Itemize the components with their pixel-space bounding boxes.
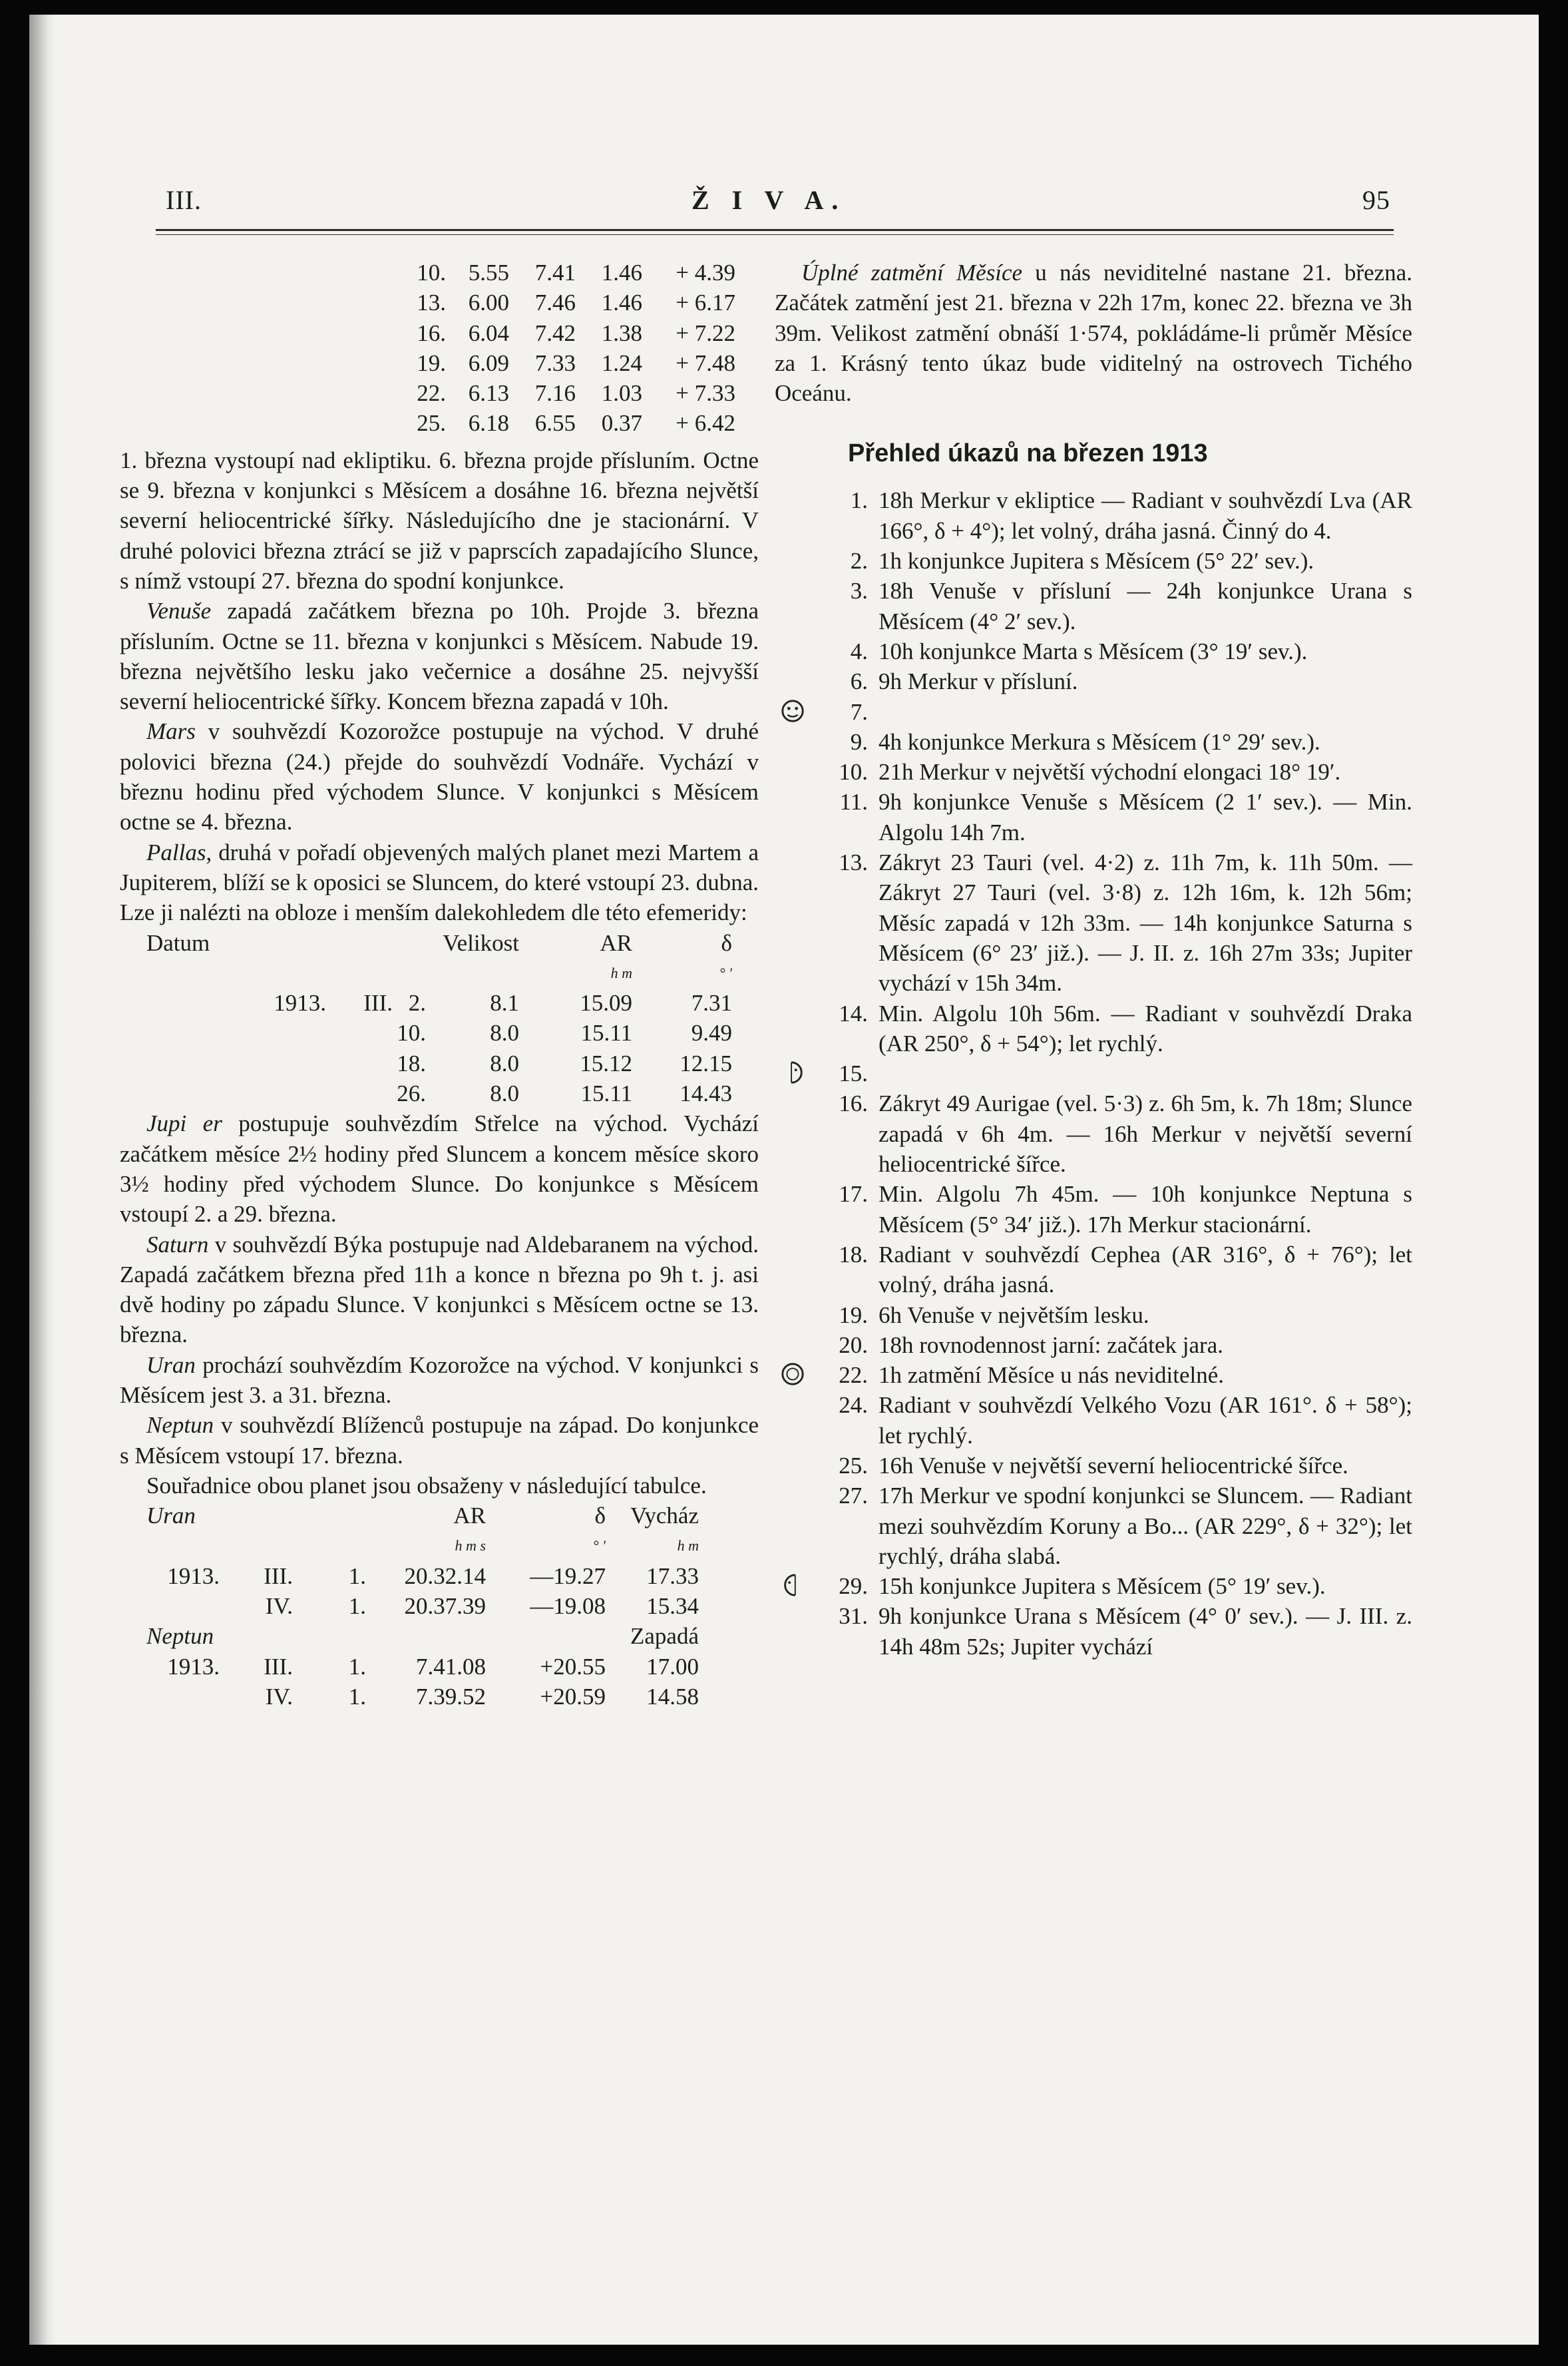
day-cell: 1. xyxy=(348,1593,366,1620)
event-day: 18. xyxy=(839,1241,868,1268)
ar-cell: 15.11 xyxy=(580,1020,632,1047)
list-item xyxy=(775,1059,1412,1088)
date-cell: 16. xyxy=(417,320,446,346)
event-text: 9h konjunkce Urana s Měsícem (4° 0′ sev.). — J. III. z. 14h 48m 52s; Jupiter vychází xyxy=(879,1603,1412,1660)
year-cell: 1913. xyxy=(167,1562,220,1589)
event-text: 21h Merkur v největší východní elongaci 18° 19′. xyxy=(879,759,1341,786)
event-text: Min. Algolu 10h 56m. — Radiant v souhvězdí Draka (AR 250°, δ + 54°); let rychlý. xyxy=(879,1000,1412,1057)
dec-cell: 12.15 xyxy=(680,1050,732,1076)
value-cell: + 7.48 xyxy=(676,350,735,376)
event-day: 29. xyxy=(839,1573,868,1600)
header-rule-thin xyxy=(156,234,1394,235)
table-row xyxy=(146,1018,732,1048)
saturn-paragraph: Saturn v souhvězdí Býka postupuje nad Aldebaranem na východ. Zapadá začátkem března před 11h a konce n března po 9h t. j. asi dvě hodiny po západu Slunce. V konjunkci s Měsícem octne se 13. března. xyxy=(120,1231,759,1348)
events-list xyxy=(775,485,1412,1662)
event-text: 17h Merkur ve spodní konjunkci se Sluncem. — Radiant mezi souhvězdím Koruny a Bo... (AR 229°, δ + 32°); let rychlý, dráha slabá. xyxy=(879,1483,1412,1569)
list-item xyxy=(775,757,1412,787)
merkur-ephemeris-table xyxy=(399,258,735,439)
day-cell: 18. xyxy=(397,1050,426,1076)
ar-cell: 15.09 xyxy=(580,990,632,1017)
month-cell xyxy=(326,1078,393,1108)
magnitude-cell: 8.0 xyxy=(490,1080,519,1107)
page xyxy=(29,15,1539,2345)
uran-label: Uran xyxy=(146,1503,196,1529)
event-day: 15. xyxy=(839,1061,868,1087)
event-text: 18h rovnodennost jarní: začátek jara. xyxy=(879,1331,1223,1358)
list-item xyxy=(775,1179,1412,1240)
event-text: Radiant v souhvězdí Cephea (AR 316°, δ + 76°); let volný, dráha jasná. xyxy=(879,1241,1412,1298)
year-cell xyxy=(146,1682,220,1712)
date-cell: 25. xyxy=(417,410,446,437)
table-row xyxy=(146,1591,699,1621)
mars-paragraph: Mars v souhvězdí Kozorožce postupuje na východ. V druhé polovici března (24.) přejde do souhvězdí Vodnáře. Vychází v březnu hodinu před východem Slunce. V konjunkci s Měsícem octne se 4. března. xyxy=(120,718,759,835)
value-cell: 1.46 xyxy=(601,290,642,316)
event-day: 20. xyxy=(839,1331,868,1358)
event-day: 3. xyxy=(850,578,868,604)
event-text: 6h Venuše v největším lesku. xyxy=(879,1301,1149,1328)
value-cell: 6.09 xyxy=(468,350,509,376)
event-text xyxy=(879,699,884,725)
table-row xyxy=(146,988,732,1018)
event-text: 18h Venuše v přísluní — 24h konjunkce Urana s Měsícem (4° 2′ sev.). xyxy=(879,578,1412,634)
list-item xyxy=(775,1571,1412,1601)
list-item xyxy=(775,485,1412,546)
unit-dec: ° ′ xyxy=(592,1537,606,1554)
list-item xyxy=(775,666,1412,696)
unit-ar: h m xyxy=(610,964,632,981)
event-text: 1h konjunkce Jupitera s Měsícem (5° 22′ sev.). xyxy=(879,548,1314,575)
venuse-paragraph: Venuše zapadá začátkem března po 10h. Projde 3. března přísluním. Octne se 11. března v konjunkci s Měsícem. Nabude 19. března největšího lesku jako večernice a dosáhne 25. nejvyšší severní heliocentrické šířky. Koncem března zapadá v 10h. xyxy=(120,598,759,715)
month-cell: III. xyxy=(363,990,393,1017)
uran-paragraph: Uran prochází souhvězdím Kozorožce na východ. V konjunkci s Měsícem jest 3. a 31. března. xyxy=(120,1351,759,1408)
event-text: 15h konjunkce Jupitera s Měsícem (5° 19′ sev.). xyxy=(879,1573,1326,1600)
event-day: 1. xyxy=(850,487,868,514)
event-text: Radiant v souhvězdí Velkého Vozu (AR 161°. δ + 58°); let rychlý. xyxy=(879,1392,1412,1449)
value-cell: 7.46 xyxy=(534,290,576,316)
ar-cell: 15.11 xyxy=(580,1080,632,1107)
value-cell: 7.42 xyxy=(534,320,576,346)
year-cell xyxy=(146,1049,326,1078)
year-cell: 1913. xyxy=(274,990,326,1017)
dec-cell: +20.59 xyxy=(540,1683,606,1710)
event-text: 18h Merkur v ekliptice — Radiant v souhvězdí Lva (AR 166°, δ + 4°); let volný, dráha jasná. Činný do 4. xyxy=(879,487,1412,544)
list-item xyxy=(775,1481,1412,1571)
event-day: 4. xyxy=(850,638,868,664)
dec-cell: —19.08 xyxy=(530,1593,606,1620)
list-item xyxy=(775,1330,1412,1360)
month-cell xyxy=(326,1049,393,1078)
table-row xyxy=(146,1561,699,1591)
month-cell: IV. xyxy=(265,1683,293,1710)
ar-cell: 15.12 xyxy=(580,1050,632,1076)
ar-cell: 7.39.52 xyxy=(416,1683,486,1710)
col-dec: δ xyxy=(594,1503,606,1529)
value-cell: 0.37 xyxy=(601,410,642,437)
event-text: Zákryt 49 Aurigae (vel. 5·3) z. 6h 5m, k. 7h 18m; Slunce zapadá v 6h 4m. — 16h Merkur v největší severní heliocentrické šířce. xyxy=(879,1090,1412,1178)
month-cell: III. xyxy=(264,1562,293,1589)
list-item xyxy=(775,1451,1412,1481)
value-cell: 6.00 xyxy=(468,290,509,316)
left-column xyxy=(120,258,759,1712)
event-day: 11. xyxy=(839,789,868,816)
col-vychazi: Vycház xyxy=(630,1503,699,1529)
section-number: III. xyxy=(166,185,202,215)
date-cell: 10. xyxy=(417,260,446,286)
col-dec: δ xyxy=(721,929,732,956)
magnitude-cell: 8.0 xyxy=(490,1020,519,1047)
eclipse-paragraph: Úplné zatmění Měsíce u nás neviditelné nastane 21. března. Začátek zatmění jest 21. března v 22h 17m, konec 22. března ve 3h 39m. Velikost zatmění obnáší 1·574, pokládáme-li průměr Měsíce za 1. Krásný tento úkaz bude viditelný na ostrovech Tichého Oceánu. xyxy=(775,260,1412,407)
page-number: 95 xyxy=(1362,185,1390,215)
list-item xyxy=(775,697,1412,727)
value-cell: + 4.39 xyxy=(676,260,735,286)
month-cell: III. xyxy=(264,1653,293,1680)
dec-cell: —19.27 xyxy=(530,1562,606,1589)
dec-cell: 7.31 xyxy=(691,990,732,1017)
event-text: 16h Venuše v největší severní heliocentrické šířce. xyxy=(879,1452,1348,1479)
list-item xyxy=(775,636,1412,666)
table-row xyxy=(399,288,735,318)
date-cell: 13. xyxy=(417,290,446,316)
pallas-paragraph: Pallas, druhá v pořadí objevených malých planet mezi Martem a Jupiterem, blíží se k oposici se Sluncem, do které vstoupí 23. dubna. Lze ji nalézti na obloze i menším dalekohledem dle této efemeridy: xyxy=(120,839,759,926)
list-item xyxy=(775,1390,1412,1451)
event-text: Min. Algolu 7h 45m. — 10h konjunkce Neptuna s Měsícem (5° 34′ již.). 17h Merkur stacionární. xyxy=(879,1181,1412,1238)
pallas-ephemeris-table xyxy=(146,928,732,1109)
event-day: 17. xyxy=(839,1181,868,1208)
value-cell: 6.04 xyxy=(468,320,509,346)
journal-title: Ž I V A. xyxy=(691,185,847,215)
col-ar: AR xyxy=(600,929,632,956)
right-column xyxy=(775,258,1412,1662)
list-item xyxy=(775,1300,1412,1330)
date-cell: 19. xyxy=(417,350,446,376)
value-cell: 6.18 xyxy=(468,410,509,437)
ar-cell: 20.32.14 xyxy=(404,1562,486,1589)
value-cell: 6.55 xyxy=(534,410,576,437)
day-cell: 10. xyxy=(397,1020,426,1047)
uran-neptun-table xyxy=(146,1501,699,1712)
value-cell: 1.46 xyxy=(601,260,642,286)
list-item xyxy=(775,1088,1412,1179)
dec-cell: 9.49 xyxy=(691,1020,732,1047)
event-text xyxy=(879,1061,884,1086)
day-cell: 26. xyxy=(397,1080,426,1107)
event-text: 10h konjunkce Marta s Měsícem (3° 19′ sev.). xyxy=(879,638,1308,664)
value-cell: 1.03 xyxy=(601,380,642,407)
event-text: 1h zatmění Měsíce u nás neviditelné. xyxy=(879,1362,1225,1389)
year-cell xyxy=(146,1018,326,1048)
table-row xyxy=(399,348,735,378)
value-cell: 1.38 xyxy=(601,320,642,346)
event-text: 4h konjunkce Merkura s Měsícem (1° 29′ sev.). xyxy=(879,728,1320,755)
value-cell: 1.24 xyxy=(601,350,642,376)
event-day: 31. xyxy=(839,1603,868,1630)
list-item xyxy=(775,847,1412,998)
table-row xyxy=(399,258,735,288)
time-cell: 15.34 xyxy=(646,1593,699,1620)
list-item xyxy=(775,546,1412,576)
year-cell xyxy=(146,1078,326,1108)
magnitude-cell: 8.1 xyxy=(490,990,519,1017)
event-day: 19. xyxy=(839,1301,868,1328)
day-cell: 1. xyxy=(348,1653,366,1680)
col-datum: Datum xyxy=(146,929,210,956)
value-cell: + 6.42 xyxy=(676,410,735,437)
neptun-label: Neptun xyxy=(146,1623,214,1650)
list-item xyxy=(775,999,1412,1059)
event-day: 22. xyxy=(839,1362,868,1389)
value-cell: + 7.22 xyxy=(676,320,735,346)
date-cell: 22. xyxy=(417,380,446,407)
list-item xyxy=(775,727,1412,757)
table-row xyxy=(399,378,735,408)
dec-cell: +20.55 xyxy=(540,1653,606,1680)
event-day: 16. xyxy=(839,1090,868,1117)
list-item xyxy=(775,1360,1412,1390)
value-cell: 6.13 xyxy=(468,380,509,407)
col-zapada: Zapadá xyxy=(630,1623,699,1650)
dec-cell: 14.43 xyxy=(680,1080,732,1107)
value-cell: + 6.17 xyxy=(676,290,735,316)
table-row xyxy=(146,1652,699,1682)
event-text: 9h konjunkce Venuše s Měsícem (2 1′ sev.). — Min. Algolu 14h 7m. xyxy=(879,789,1412,845)
col-velikost: Velikost xyxy=(443,929,519,956)
header-rule xyxy=(156,229,1394,231)
year-cell xyxy=(146,1591,220,1621)
running-header xyxy=(166,184,1390,224)
souradnice-paragraph: Souřadnice obou planet jsou obsaženy v následující tabulce. xyxy=(146,1472,707,1499)
value-cell: 7.16 xyxy=(534,380,576,407)
value-cell: 7.33 xyxy=(534,350,576,376)
time-cell: 17.00 xyxy=(646,1653,699,1680)
event-day: 9. xyxy=(850,728,868,755)
table-row xyxy=(146,1078,732,1108)
event-day: 6. xyxy=(850,668,868,695)
col-ar: AR xyxy=(453,1503,486,1529)
list-item xyxy=(775,576,1412,636)
neptun-paragraph: Neptun v souhvězdí Blíženců postupuje na západ. Do konjunkce s Měsícem vstoupí 17. března. xyxy=(120,1412,759,1469)
merkur-paragraph: 1. března vystoupí nad ekliptiku. 6. března projde přísluním. Octne se 9. března v konjunkci s Měsícem a dosáhne 16. března největší severní heliocentrické šířky. Následujícího dne je stacionární. V druhé polovici března ztrácí se již v paprscích zapadajícího Slunce, s nímž vstoupí 27. března do spodní konjunkce. xyxy=(120,447,759,594)
unit-ar: h m s xyxy=(455,1537,486,1554)
day-cell: 1. xyxy=(348,1562,366,1589)
jupiter-paragraph: Jupi er postupuje souhvězdím Střelce na východ. Vychází začátkem měsíce 2½ hodiny před Sluncem a koncem měsíce skoro 3½ hodiny před východem Slunce. Do konjunkce s Měsícem vstoupí 2. a 29. března. xyxy=(120,1110,759,1228)
unit-time: h m xyxy=(677,1537,699,1554)
ar-cell: 7.41.08 xyxy=(416,1653,486,1680)
event-text: 9h Merkur v přísluní. xyxy=(879,668,1078,695)
event-day: 27. xyxy=(839,1483,868,1509)
list-item xyxy=(775,1240,1412,1300)
day-cell: 2. xyxy=(408,990,426,1017)
list-item xyxy=(775,787,1412,847)
value-cell: 7.41 xyxy=(534,260,576,286)
event-day: 13. xyxy=(839,849,868,876)
month-cell: IV. xyxy=(265,1593,293,1620)
event-day: 24. xyxy=(839,1392,868,1419)
value-cell: 5.55 xyxy=(468,260,509,286)
time-cell: 14.58 xyxy=(646,1683,699,1710)
event-day: 25. xyxy=(839,1452,868,1479)
unit-dec: ° ′ xyxy=(719,964,732,981)
table-row xyxy=(399,408,735,438)
year-cell: 1913. xyxy=(167,1653,220,1680)
ar-cell: 20.37.39 xyxy=(404,1593,486,1620)
day-cell: 1. xyxy=(348,1683,366,1710)
section-title: Přehled úkazů na březen 1913 xyxy=(848,439,1208,468)
table-row xyxy=(146,1682,699,1712)
table-row xyxy=(399,318,735,348)
magnitude-cell: 8.0 xyxy=(490,1050,519,1076)
book-spine-shadow xyxy=(29,15,56,2345)
event-day: 7. xyxy=(850,698,868,725)
list-item xyxy=(775,1601,1412,1662)
table-row xyxy=(146,1049,732,1078)
month-cell xyxy=(326,1018,393,1048)
event-day: 14. xyxy=(839,1000,868,1027)
event-day: 2. xyxy=(850,548,868,575)
event-day: 10. xyxy=(839,759,868,786)
value-cell: + 7.33 xyxy=(676,380,735,407)
time-cell: 17.33 xyxy=(646,1562,699,1589)
event-text: Zákryt 23 Tauri (vel. 4·2) z. 11h 7m, k. 11h 50m. — Zákryt 27 Tauri (vel. 3·8) z. 12h 16m, k. 12h 56m; Měsíc zapadá v 12h 33m. — 14h konjunkce Saturna s Měsícem (6° 23′ již.). — J. II. z. 16h 27m 33s; Jupiter vychází v 15h 34m. xyxy=(879,849,1412,997)
